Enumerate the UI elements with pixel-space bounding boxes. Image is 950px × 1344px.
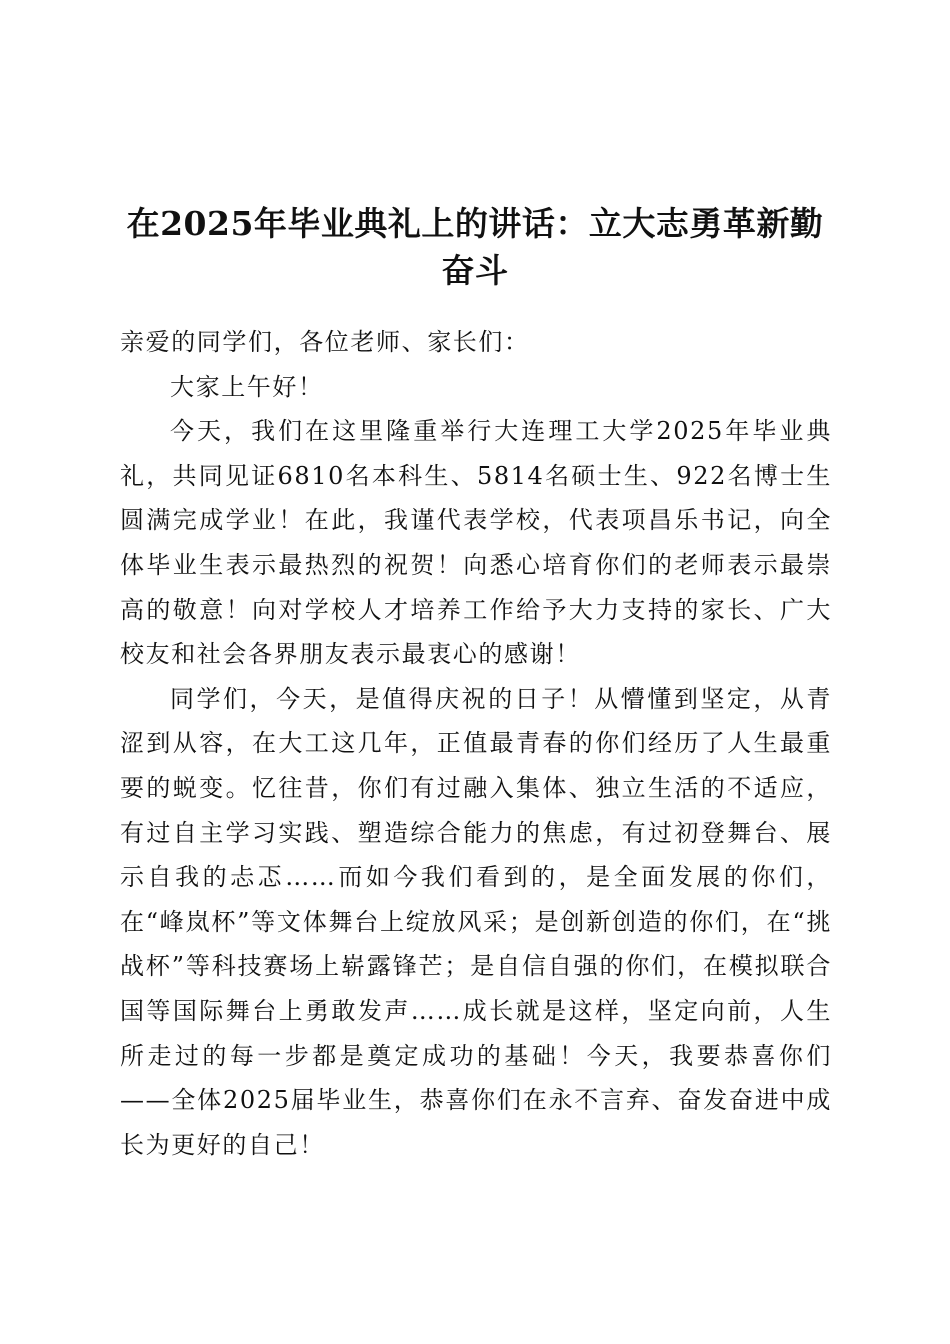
document-title: 在2025年毕业典礼上的讲话：立大志勇革新勤奋斗 [126, 204, 824, 291]
paragraph-2: 同学们，今天，是值得庆祝的日子！从懵懂到坚定，从青涩到从容，在大工这几年，正值最青春的你们经历了人生最重要的蜕变。忆往昔，你们有过融入集体、独立生活的不适应，有过自主学习实践、塑造综合能力的焦虑，有过初登舞台、展示自我的忐忑……而如今我们看到的，是全面发展的你们，在“峰岚杯”等文体舞台上绽放风采；是创新创造的你们，在“挑战杯”等科技赛场上崭露锋芒；是自信自强的你们，在模拟联合国等国际舞台上勇敢发声……成长就是这样，坚定向前，人生所走过的每一步都是奠定成功的基础！今天，我要恭喜你们——全体2025届毕业生，恭喜你们在永不言弃、奋发奋进中成长为更好的自己！ [120, 684, 832, 1159]
paragraph-1: 今天，我们在这里隆重举行大连理工大学2025年毕业典礼，共同见证6810名本科生、5814名硕士生、922名博士生圆满完成学业！在此，我谨代表学校，代表项昌乐书记，向全体毕业生表示最热烈的祝贺！向悉心培育你们的老师表示最崇高的敬意！向对学校人才培养工作给予大力支持的家长、广大校友和社会各界朋友表示最衷心的感谢！ [120, 417, 832, 669]
salutation: 亲爱的同学们，各位老师、家长们： [120, 328, 530, 356]
document-body [120, 320, 832, 1167]
greeting: 大家上午好！ [170, 372, 324, 401]
